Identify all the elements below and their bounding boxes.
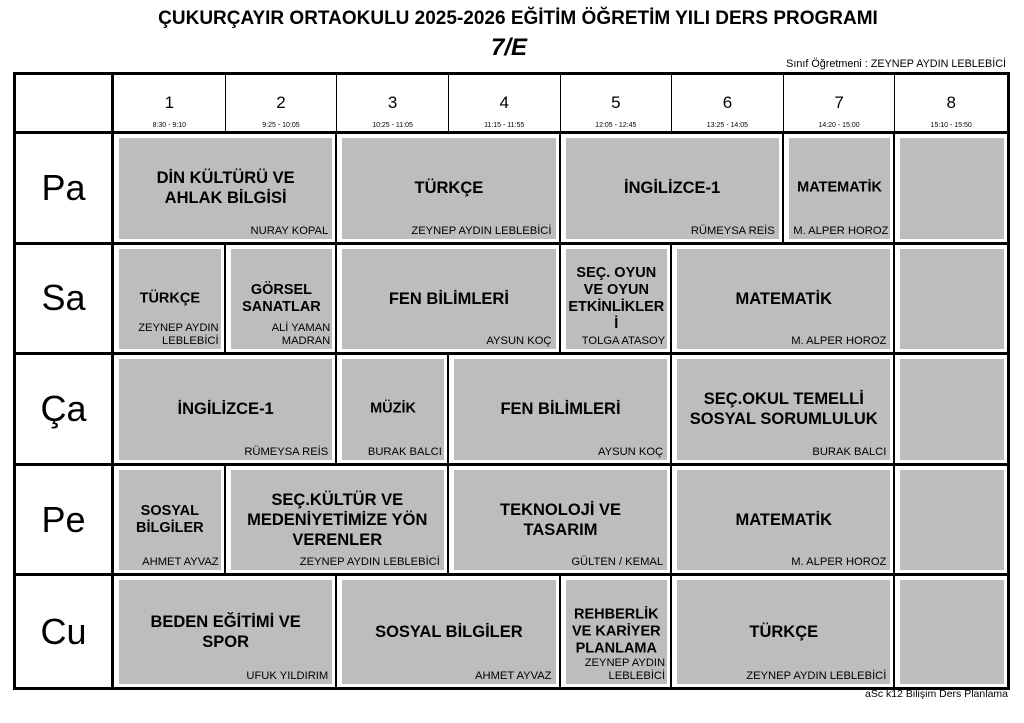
lesson-subject: FEN BİLİMLERİ: [388, 289, 509, 308]
lesson-card: [114, 245, 226, 356]
day-label: Sa: [16, 245, 114, 356]
lesson-teacher: ZEYNEP AYDIN LEBLEBİCİ: [138, 322, 219, 348]
empty-slot-body: [900, 138, 1004, 239]
lesson-teacher: AYSUN KOÇ: [598, 445, 664, 458]
lesson-teacher: NURAY KOPAL: [250, 224, 329, 237]
period-number: 7: [834, 93, 844, 112]
lesson-card-body: [566, 249, 668, 350]
period-header: [561, 75, 673, 134]
lesson-card-body: [342, 138, 555, 239]
lesson-card: [337, 576, 560, 687]
lesson-card: [114, 134, 337, 245]
lesson-card: [561, 134, 784, 245]
lesson-subject: DİN KÜLTÜRÜ VE AHLAK BİLGİSİ: [156, 169, 295, 208]
period-time: 12:05 - 12:45: [595, 122, 637, 129]
lesson-teacher: AYSUN KOÇ: [486, 335, 552, 348]
period-header: [226, 75, 338, 134]
period-time: 9:25 - 10:05: [262, 122, 300, 129]
period-time: 15:10 - 15:50: [930, 122, 972, 129]
lesson-card-body: [342, 359, 444, 460]
day-label: Pa: [16, 134, 114, 245]
lesson-card: [337, 245, 560, 356]
lesson-teacher: AHMET AYVAZ: [475, 669, 552, 682]
empty-slot-body: [900, 359, 1004, 460]
lesson-card-body: [677, 470, 890, 571]
lesson-subject: TÜRKÇE: [139, 290, 201, 307]
empty-slot-body: [900, 580, 1004, 684]
lesson-card-body: [119, 470, 221, 571]
period-time: 14:20 - 15:00: [818, 122, 860, 129]
lesson-teacher: BURAK BALCI: [812, 445, 887, 458]
lesson-teacher: ZEYNEP AYDIN LEBLEBİCİ: [411, 224, 552, 237]
lesson-card-body: [231, 249, 333, 350]
lesson-card: [226, 466, 449, 577]
lesson-card-body: [454, 470, 667, 571]
lesson-teacher: M. ALPER HOROZ: [793, 224, 889, 237]
lesson-teacher: ZEYNEP AYDIN LEBLEBİCİ: [584, 656, 666, 682]
lesson-subject: MATEMATİK: [735, 289, 833, 308]
period-time: 8:30 - 9:10: [152, 122, 187, 129]
lesson-card: [337, 134, 560, 245]
period-time: 13:25 - 14:05: [706, 122, 749, 129]
period-header: [895, 75, 1007, 134]
period-number: 6: [722, 93, 733, 112]
lesson-teacher: RÜMEYSA REİS: [690, 224, 775, 237]
day-label: Pe: [16, 466, 114, 577]
lesson-card: [449, 466, 672, 577]
lesson-card-body: [119, 580, 332, 684]
lesson-card-body: [342, 580, 555, 684]
lesson-card: [561, 576, 673, 687]
page-title: ÇUKURÇAYIR ORTAOKULU 2025-2026 EĞİTİM ÖĞRETİM YILI DERS PROGRAMI: [158, 8, 878, 29]
lesson-teacher: M. ALPER HOROZ: [791, 556, 887, 569]
homeroom-teacher-line: [786, 58, 1006, 71]
lesson-teacher: TOLGA ATASOY: [581, 335, 666, 348]
lesson-card: [561, 245, 673, 356]
corner-cell: [16, 75, 114, 134]
timetable-grid: [13, 72, 1010, 690]
lesson-subject: İNGİLİZCE-1: [623, 179, 721, 198]
lesson-card: [784, 134, 896, 245]
lesson-teacher: UFUK YILDIRIM: [246, 669, 329, 682]
period-number: 3: [387, 93, 398, 112]
lesson-card: [672, 576, 895, 687]
lesson-subject: SOSYAL BİLGİLER: [135, 503, 204, 537]
period-number: 5: [611, 93, 621, 112]
lesson-subject: SEÇ.KÜLTÜR VE MEDENİYETİMİZE YÖN VERENLER: [247, 491, 428, 550]
lesson-subject: TÜRKÇE: [414, 179, 484, 198]
footer-credit: aSc k12 Bilişim Ders Planlama: [865, 688, 1008, 700]
lesson-card: [114, 576, 337, 687]
period-header: [114, 75, 226, 134]
lesson-card-body: [119, 359, 332, 460]
lesson-subject: SEÇ. OYUN VE OYUN ETKİNLİKLERİ: [568, 264, 665, 332]
lesson-subject: BEDEN EĞİTİMİ VE SPOR: [150, 613, 301, 652]
period-header: [449, 75, 561, 134]
period-number: 2: [276, 93, 286, 112]
lesson-card-body: [789, 138, 891, 239]
lesson-card: [672, 466, 895, 577]
lesson-card: [226, 245, 338, 356]
lesson-card-body: [566, 580, 668, 684]
lesson-card-body: [454, 359, 667, 460]
lesson-teacher: M. ALPER HOROZ: [791, 335, 887, 348]
lesson-card: [114, 466, 226, 577]
period-number: 8: [946, 93, 956, 112]
lesson-card-body: [119, 138, 332, 239]
lesson-subject: TÜRKÇE: [749, 623, 819, 642]
lesson-card: [337, 355, 449, 466]
lesson-subject: TEKNOLOJİ VE TASARIM: [499, 501, 622, 540]
lesson-teacher: RÜMEYSA REİS: [244, 445, 329, 458]
lesson-card: [449, 355, 672, 466]
period-header: [672, 75, 784, 134]
day-label: Ça: [16, 355, 114, 466]
empty-slot-body: [900, 249, 1004, 350]
lesson-card-body: [119, 249, 221, 350]
lesson-card-body: [677, 249, 890, 350]
homeroom-label: Sınıf Öğretmeni :: [786, 58, 868, 70]
period-time: 11:15 - 11:55: [484, 122, 525, 129]
lesson-teacher: GÜLTEN / KEMAL: [571, 556, 664, 569]
lesson-card-body: [342, 249, 555, 350]
lesson-subject: MÜZİK: [370, 400, 417, 417]
lesson-card: [672, 355, 895, 466]
period-time: 10:25 - 11:05: [372, 122, 413, 129]
homeroom-teacher-name: ZEYNEP AYDIN LEBLEBİCİ: [870, 58, 1006, 70]
day-label: Cu: [16, 576, 114, 687]
lesson-subject: SOSYAL BİLGİLER: [375, 623, 523, 642]
empty-slot: [895, 245, 1007, 356]
period-header: [784, 75, 896, 134]
empty-slot-body: [900, 470, 1004, 571]
lesson-subject: REHBERLİK VE KARİYER PLANLAMA: [571, 606, 661, 657]
class-name: 7/E: [490, 34, 528, 61]
period-header: [337, 75, 449, 134]
lesson-card-body: [566, 138, 779, 239]
lesson-card-body: [231, 470, 444, 571]
empty-slot: [895, 576, 1007, 687]
empty-slot: [895, 355, 1007, 466]
lesson-teacher: ZEYNEP AYDIN LEBLEBİCİ: [299, 556, 440, 569]
empty-slot: [895, 466, 1007, 577]
period-number: 1: [164, 93, 175, 112]
lesson-teacher: ALİ YAMAN MADRAN: [271, 322, 331, 348]
lesson-teacher: BURAK BALCI: [367, 445, 442, 458]
lesson-subject: FEN BİLİMLERİ: [500, 400, 621, 419]
lesson-card: [672, 245, 895, 356]
lesson-card: [114, 355, 337, 466]
lesson-subject: GÖRSEL SANATLAR: [242, 281, 321, 315]
lesson-subject: MATEMATİK: [735, 511, 833, 530]
lesson-card-body: [677, 359, 890, 460]
period-number: 4: [499, 93, 509, 112]
lesson-subject: MATEMATİK: [797, 179, 882, 196]
lesson-subject: İNGİLİZCE-1: [177, 400, 274, 419]
lesson-teacher: AHMET AYVAZ: [142, 556, 219, 569]
lesson-teacher: ZEYNEP AYDIN LEBLEBİCİ: [746, 669, 887, 682]
empty-slot: [895, 134, 1007, 245]
lesson-subject: SEÇ.OKUL TEMELLİ SOSYAL SORUMLULUK: [689, 390, 878, 429]
lesson-card-body: [677, 580, 890, 684]
